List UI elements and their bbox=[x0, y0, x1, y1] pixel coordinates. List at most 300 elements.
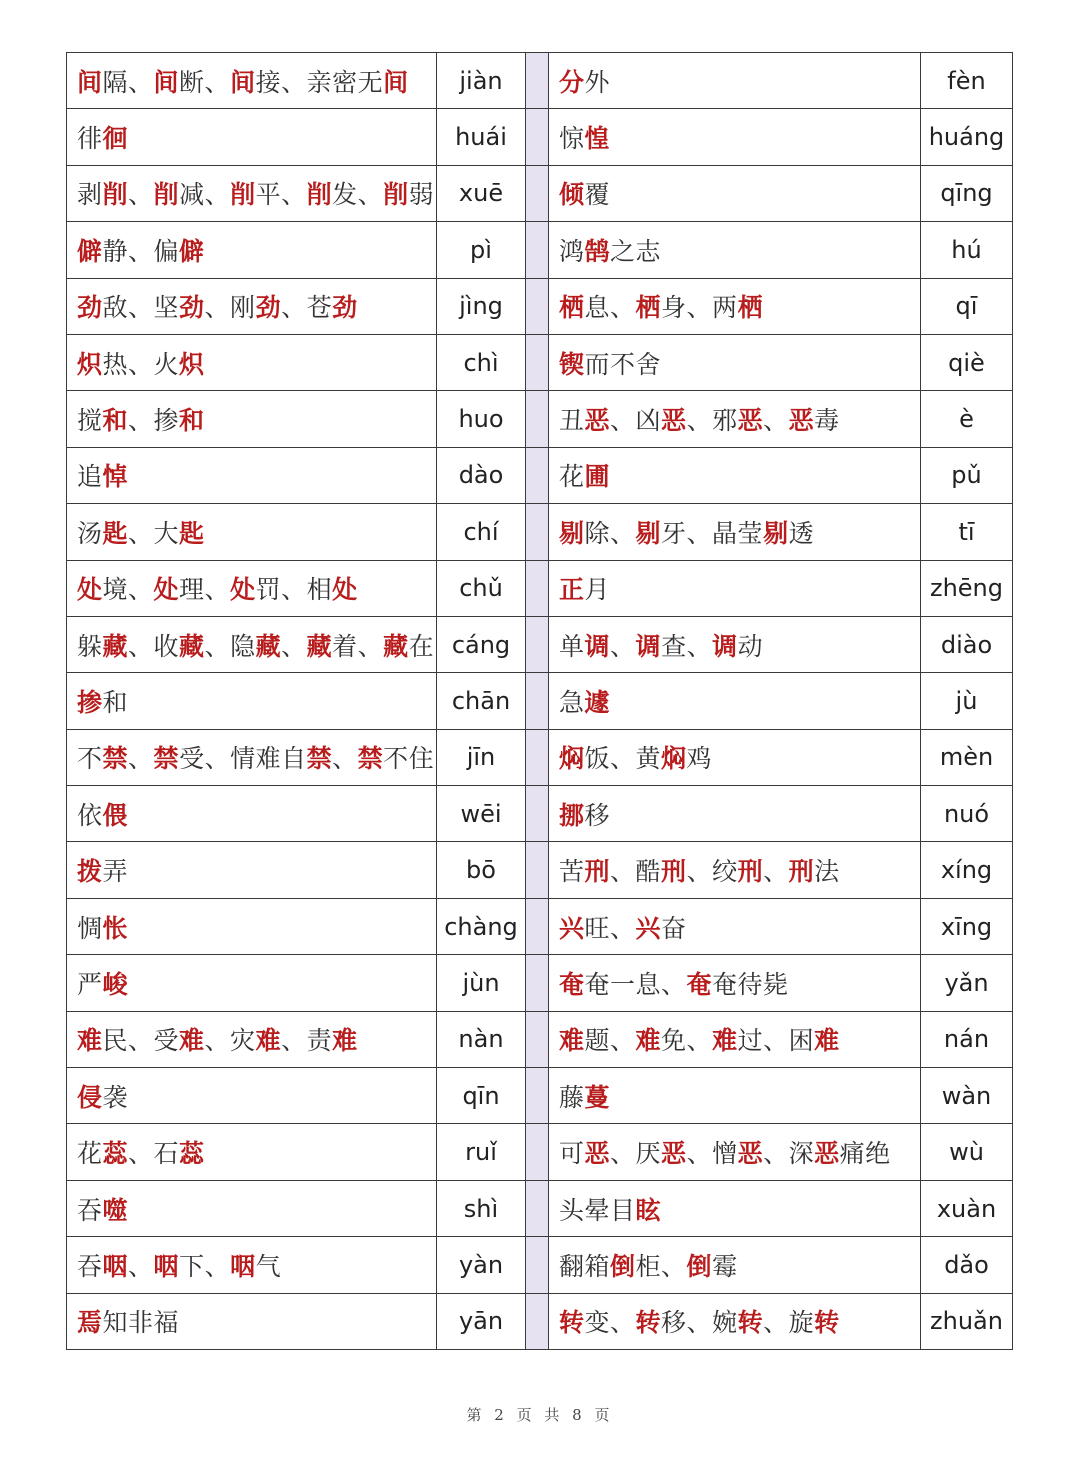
right-pinyin-cell: xuàn bbox=[921, 1180, 1013, 1236]
word-text: 查、 bbox=[661, 631, 713, 661]
highlighted-char: 恶 bbox=[788, 406, 815, 436]
highlighted-char: 刑 bbox=[584, 857, 611, 887]
left-word-cell bbox=[67, 1237, 437, 1293]
word-text: 苦 bbox=[559, 857, 585, 887]
highlighted-char: 焖 bbox=[661, 744, 687, 774]
word-text: 外 bbox=[584, 67, 611, 97]
right-pinyin-cell: mèn bbox=[921, 729, 1013, 785]
word-text: 热、火 bbox=[102, 349, 180, 379]
highlighted-char: 栖 bbox=[559, 293, 585, 323]
table-row bbox=[67, 898, 1013, 954]
highlighted-char: 鹄 bbox=[584, 236, 611, 266]
right-pinyin-cell: zhēng bbox=[921, 560, 1013, 616]
left-pinyin-cell: wēi bbox=[437, 786, 526, 842]
highlighted-char: 难 bbox=[255, 1026, 282, 1056]
word-text: 、邪 bbox=[686, 406, 738, 436]
highlighted-char: 倒 bbox=[686, 1251, 713, 1281]
word-text: 丑 bbox=[559, 406, 585, 436]
highlighted-char: 拨 bbox=[77, 857, 103, 887]
highlighted-char: 削 bbox=[153, 180, 180, 210]
right-word-cell bbox=[549, 786, 921, 842]
right-word-cell bbox=[549, 504, 921, 560]
right-pinyin-cell: xíng bbox=[921, 842, 1013, 898]
left-pinyin-cell: ruǐ bbox=[437, 1124, 526, 1180]
word-text: 不住 bbox=[383, 744, 435, 774]
highlighted-char: 掺 bbox=[77, 687, 103, 717]
word-text: 气 bbox=[255, 1251, 282, 1281]
right-pinyin-cell: tī bbox=[921, 504, 1013, 560]
table-row bbox=[67, 1293, 1013, 1349]
left-word-cell bbox=[67, 504, 437, 560]
highlighted-char: 蔓 bbox=[584, 1082, 611, 1112]
highlighted-char: 和 bbox=[179, 406, 205, 436]
right-word-cell bbox=[549, 222, 921, 278]
table-row bbox=[67, 334, 1013, 390]
highlighted-char: 匙 bbox=[179, 518, 205, 548]
table-row bbox=[67, 504, 1013, 560]
highlighted-char: 难 bbox=[332, 1026, 358, 1056]
word-text: 而不舍 bbox=[584, 349, 662, 379]
highlighted-char: 奄 bbox=[559, 969, 585, 999]
left-pinyin-cell: chǔ bbox=[437, 560, 526, 616]
left-pinyin-cell: shì bbox=[437, 1180, 526, 1236]
highlighted-char: 遽 bbox=[584, 687, 611, 717]
right-pinyin-cell: fèn bbox=[921, 53, 1013, 109]
right-pinyin-cell: huáng bbox=[921, 109, 1013, 165]
left-pinyin-cell: dào bbox=[437, 447, 526, 503]
left-pinyin-cell: huái bbox=[437, 109, 526, 165]
highlighted-char: 锲 bbox=[559, 349, 585, 379]
highlighted-char: 焖 bbox=[559, 744, 585, 774]
word-text: 、 bbox=[763, 857, 789, 887]
highlighted-char: 奄 bbox=[686, 969, 713, 999]
left-word-cell bbox=[67, 842, 437, 898]
highlighted-char: 剔 bbox=[763, 518, 789, 548]
column-divider bbox=[526, 616, 549, 672]
left-pinyin-cell: nàn bbox=[437, 1011, 526, 1067]
right-pinyin-cell: è bbox=[921, 391, 1013, 447]
right-word-cell bbox=[549, 616, 921, 672]
left-word-cell bbox=[67, 729, 437, 785]
left-word-cell bbox=[67, 560, 437, 616]
word-text: 法 bbox=[814, 857, 840, 887]
word-text: 境、 bbox=[102, 575, 154, 605]
highlighted-char: 劲 bbox=[179, 293, 205, 323]
right-pinyin-cell: jù bbox=[921, 673, 1013, 729]
word-text: 、掺 bbox=[128, 406, 180, 436]
word-text: 可 bbox=[559, 1139, 585, 1169]
highlighted-char: 调 bbox=[584, 631, 611, 661]
left-word-cell bbox=[67, 334, 437, 390]
highlighted-char: 难 bbox=[77, 1026, 103, 1056]
word-text: 、 bbox=[332, 744, 358, 774]
highlighted-char: 刑 bbox=[661, 857, 687, 887]
right-word-cell bbox=[549, 391, 921, 447]
highlighted-char: 眩 bbox=[635, 1195, 662, 1225]
word-text: 理、 bbox=[179, 575, 231, 605]
word-text: 隔、 bbox=[102, 67, 154, 97]
left-word-cell bbox=[67, 898, 437, 954]
column-divider bbox=[526, 1293, 549, 1349]
left-word-cell bbox=[67, 222, 437, 278]
word-text: 知非福 bbox=[102, 1308, 180, 1338]
left-pinyin-cell: jìng bbox=[437, 278, 526, 334]
highlighted-char: 劲 bbox=[77, 293, 103, 323]
word-text: 鸡 bbox=[686, 744, 713, 774]
word-text: 受、情难自 bbox=[179, 744, 307, 774]
highlighted-char: 劲 bbox=[332, 293, 358, 323]
column-divider bbox=[526, 560, 549, 616]
highlighted-char: 剔 bbox=[635, 518, 662, 548]
word-text: 依 bbox=[77, 800, 103, 830]
word-text: 、 bbox=[128, 180, 154, 210]
left-word-cell bbox=[67, 673, 437, 729]
table-row bbox=[67, 1180, 1013, 1236]
left-pinyin-cell: yàn bbox=[437, 1237, 526, 1293]
highlighted-char: 兴 bbox=[559, 913, 585, 943]
column-divider bbox=[526, 1180, 549, 1236]
word-text: 躲 bbox=[77, 631, 103, 661]
word-text: 霉 bbox=[712, 1251, 738, 1281]
highlighted-char: 难 bbox=[179, 1026, 205, 1056]
left-pinyin-cell: chì bbox=[437, 334, 526, 390]
word-text: 敌、坚 bbox=[102, 293, 180, 323]
highlighted-char: 分 bbox=[559, 67, 585, 97]
right-pinyin-cell: yǎn bbox=[921, 955, 1013, 1011]
word-text: 、 bbox=[610, 631, 636, 661]
word-text: 覆 bbox=[584, 180, 611, 210]
highlighted-char: 禁 bbox=[306, 744, 333, 774]
highlighted-char: 恶 bbox=[737, 406, 764, 436]
column-divider bbox=[526, 1011, 549, 1067]
highlighted-char: 难 bbox=[635, 1026, 662, 1056]
column-divider bbox=[526, 504, 549, 560]
highlighted-char: 转 bbox=[737, 1308, 764, 1338]
left-pinyin-cell: yān bbox=[437, 1293, 526, 1349]
word-text: 毒 bbox=[814, 406, 840, 436]
word-text: 、深 bbox=[763, 1139, 815, 1169]
column-divider bbox=[526, 842, 549, 898]
highlighted-char: 栖 bbox=[737, 293, 764, 323]
word-text: 饭、黄 bbox=[584, 744, 662, 774]
word-text: 、石 bbox=[128, 1139, 180, 1169]
word-text: 、 bbox=[128, 744, 154, 774]
word-text: 奄一息、 bbox=[584, 969, 687, 999]
highlighted-char: 炽 bbox=[77, 349, 103, 379]
word-text: 惊 bbox=[559, 124, 585, 154]
column-divider bbox=[526, 673, 549, 729]
left-pinyin-cell: xuē bbox=[437, 165, 526, 221]
highlighted-char: 间 bbox=[77, 67, 103, 97]
left-word-cell bbox=[67, 616, 437, 672]
right-word-cell bbox=[549, 1180, 921, 1236]
word-text: 、绞 bbox=[686, 857, 738, 887]
word-text: 奄待毙 bbox=[712, 969, 789, 999]
table-row bbox=[67, 729, 1013, 785]
table-row bbox=[67, 560, 1013, 616]
highlighted-char: 倒 bbox=[610, 1251, 636, 1281]
word-text: 移 bbox=[584, 800, 611, 830]
word-text: 发、 bbox=[332, 180, 384, 210]
word-text: 袭 bbox=[102, 1082, 129, 1112]
highlighted-char: 咽 bbox=[102, 1251, 129, 1281]
right-pinyin-cell: wàn bbox=[921, 1068, 1013, 1124]
right-pinyin-cell: hú bbox=[921, 222, 1013, 278]
highlighted-char: 蕊 bbox=[179, 1139, 205, 1169]
highlighted-char: 恶 bbox=[814, 1139, 840, 1169]
word-text: 着、 bbox=[332, 631, 384, 661]
highlighted-char: 藏 bbox=[255, 631, 282, 661]
word-text: 花 bbox=[77, 1139, 103, 1169]
left-word-cell bbox=[67, 447, 437, 503]
column-divider bbox=[526, 955, 549, 1011]
right-pinyin-cell: nán bbox=[921, 1011, 1013, 1067]
word-text: 、灾 bbox=[204, 1026, 256, 1056]
word-text: 、 bbox=[281, 631, 307, 661]
word-text: 吞 bbox=[77, 1195, 103, 1225]
highlighted-char: 间 bbox=[383, 67, 409, 97]
highlighted-char: 噬 bbox=[102, 1195, 129, 1225]
highlighted-char: 恶 bbox=[661, 1139, 687, 1169]
word-text: 、 bbox=[128, 1251, 154, 1281]
word-text: 、大 bbox=[128, 518, 180, 548]
column-divider bbox=[526, 729, 549, 785]
word-text: 、酷 bbox=[610, 857, 662, 887]
left-pinyin-cell: huo bbox=[437, 391, 526, 447]
highlighted-char: 难 bbox=[712, 1026, 738, 1056]
highlighted-char: 侵 bbox=[77, 1082, 103, 1112]
column-divider bbox=[526, 1237, 549, 1293]
word-text: 、凶 bbox=[610, 406, 662, 436]
word-text: 题、 bbox=[584, 1026, 636, 1056]
word-text: 搅 bbox=[77, 406, 103, 436]
word-text: 月 bbox=[584, 575, 611, 605]
highlighted-char: 藏 bbox=[306, 631, 333, 661]
table-row bbox=[67, 53, 1013, 109]
word-text: 痛绝 bbox=[839, 1139, 891, 1169]
right-word-cell bbox=[549, 729, 921, 785]
highlighted-char: 禁 bbox=[102, 744, 129, 774]
right-pinyin-cell: nuó bbox=[921, 786, 1013, 842]
left-pinyin-cell: jīn bbox=[437, 729, 526, 785]
highlighted-char: 处 bbox=[230, 575, 256, 605]
left-word-cell bbox=[67, 786, 437, 842]
right-word-cell bbox=[549, 53, 921, 109]
highlighted-char: 藏 bbox=[179, 631, 205, 661]
highlighted-char: 处 bbox=[77, 575, 103, 605]
highlighted-char: 炽 bbox=[179, 349, 205, 379]
word-text: 柜、 bbox=[635, 1251, 687, 1281]
column-divider bbox=[526, 1068, 549, 1124]
highlighted-char: 调 bbox=[635, 631, 662, 661]
highlighted-char: 悼 bbox=[102, 462, 129, 492]
highlighted-char: 恶 bbox=[584, 1139, 611, 1169]
table-row bbox=[67, 616, 1013, 672]
highlighted-char: 恶 bbox=[584, 406, 611, 436]
vocab-table-body bbox=[67, 53, 1013, 1350]
highlighted-char: 藏 bbox=[102, 631, 129, 661]
table-row bbox=[67, 1124, 1013, 1180]
right-pinyin-cell: xīng bbox=[921, 898, 1013, 954]
highlighted-char: 转 bbox=[814, 1308, 840, 1338]
word-text: 移、婉 bbox=[661, 1308, 738, 1338]
highlighted-char: 间 bbox=[153, 67, 180, 97]
highlighted-char: 恶 bbox=[737, 1139, 764, 1169]
word-text: 罚、相 bbox=[255, 575, 333, 605]
highlighted-char: 转 bbox=[559, 1308, 585, 1338]
word-text: 减、 bbox=[179, 180, 231, 210]
highlighted-char: 削 bbox=[383, 180, 409, 210]
word-text: 急 bbox=[559, 687, 585, 717]
right-word-cell bbox=[549, 278, 921, 334]
word-text: 、 bbox=[763, 406, 789, 436]
left-pinyin-cell: pì bbox=[437, 222, 526, 278]
highlighted-char: 怅 bbox=[102, 913, 129, 943]
left-pinyin-cell: chān bbox=[437, 673, 526, 729]
word-text: 弱 bbox=[408, 180, 435, 210]
left-pinyin-cell: cáng bbox=[437, 616, 526, 672]
word-text: 藤 bbox=[559, 1082, 585, 1112]
highlighted-char: 蕊 bbox=[102, 1139, 129, 1169]
left-pinyin-cell: jùn bbox=[437, 955, 526, 1011]
left-word-cell bbox=[67, 109, 437, 165]
right-word-cell bbox=[549, 955, 921, 1011]
table-row bbox=[67, 447, 1013, 503]
word-text: 变、 bbox=[584, 1308, 636, 1338]
left-pinyin-cell: jiàn bbox=[437, 53, 526, 109]
left-word-cell bbox=[67, 1011, 437, 1067]
left-pinyin-cell: qīn bbox=[437, 1068, 526, 1124]
word-text: 透 bbox=[788, 518, 815, 548]
left-word-cell bbox=[67, 165, 437, 221]
word-text: 翻箱 bbox=[559, 1251, 611, 1281]
right-word-cell bbox=[549, 898, 921, 954]
column-divider bbox=[526, 109, 549, 165]
word-text: 头晕目 bbox=[559, 1195, 636, 1225]
highlighted-char: 僻 bbox=[179, 236, 205, 266]
column-divider bbox=[526, 391, 549, 447]
word-text: 、憎 bbox=[686, 1139, 738, 1169]
word-text: 吞 bbox=[77, 1251, 103, 1281]
right-word-cell bbox=[549, 1124, 921, 1180]
table-row bbox=[67, 786, 1013, 842]
right-pinyin-cell: qiè bbox=[921, 334, 1013, 390]
word-text: 、厌 bbox=[610, 1139, 662, 1169]
highlighted-char: 焉 bbox=[77, 1308, 103, 1338]
highlighted-char: 处 bbox=[153, 575, 180, 605]
highlighted-char: 匙 bbox=[102, 518, 129, 548]
highlighted-char: 难 bbox=[814, 1026, 840, 1056]
word-text: 鸿 bbox=[559, 236, 585, 266]
right-word-cell bbox=[549, 560, 921, 616]
highlighted-char: 处 bbox=[332, 575, 358, 605]
highlighted-char: 倾 bbox=[559, 180, 585, 210]
word-text: 徘 bbox=[77, 124, 103, 154]
highlighted-char: 兴 bbox=[635, 913, 662, 943]
word-text: 花 bbox=[559, 462, 585, 492]
highlighted-char: 挪 bbox=[559, 800, 585, 830]
column-divider bbox=[526, 898, 549, 954]
word-text: 、收 bbox=[128, 631, 180, 661]
highlighted-char: 调 bbox=[712, 631, 738, 661]
word-text: 之志 bbox=[610, 236, 662, 266]
word-text: 剥 bbox=[77, 180, 103, 210]
vocab-table bbox=[66, 52, 1013, 1350]
page-footer: 第 2 页 共 8 页 bbox=[466, 1406, 614, 1424]
left-word-cell bbox=[67, 1180, 437, 1236]
word-text: 身、两 bbox=[661, 293, 738, 323]
word-text: 、苍 bbox=[281, 293, 333, 323]
column-divider bbox=[526, 278, 549, 334]
right-pinyin-cell: qī bbox=[921, 278, 1013, 334]
highlighted-char: 间 bbox=[230, 67, 256, 97]
word-text: 息、 bbox=[584, 293, 636, 323]
word-text: 汤 bbox=[77, 518, 103, 548]
highlighted-char: 难 bbox=[559, 1026, 585, 1056]
right-pinyin-cell: pǔ bbox=[921, 447, 1013, 503]
highlighted-char: 栖 bbox=[635, 293, 662, 323]
right-word-cell bbox=[549, 334, 921, 390]
right-word-cell bbox=[549, 1011, 921, 1067]
highlighted-char: 刑 bbox=[737, 857, 764, 887]
highlighted-char: 削 bbox=[230, 180, 256, 210]
right-pinyin-cell: dǎo bbox=[921, 1237, 1013, 1293]
left-word-cell bbox=[67, 391, 437, 447]
word-text: 单 bbox=[559, 631, 585, 661]
word-text: 、刚 bbox=[204, 293, 256, 323]
column-divider bbox=[526, 334, 549, 390]
word-text: 断、 bbox=[179, 67, 231, 97]
right-pinyin-cell: qīng bbox=[921, 165, 1013, 221]
highlighted-char: 僻 bbox=[77, 236, 103, 266]
highlighted-char: 削 bbox=[306, 180, 333, 210]
table-row bbox=[67, 391, 1013, 447]
left-word-cell bbox=[67, 1124, 437, 1180]
left-word-cell bbox=[67, 955, 437, 1011]
word-text: 免、 bbox=[661, 1026, 713, 1056]
table-row bbox=[67, 278, 1013, 334]
column-divider bbox=[526, 447, 549, 503]
word-text: 下、 bbox=[179, 1251, 231, 1281]
highlighted-char: 惶 bbox=[584, 124, 611, 154]
word-text: 静、偏 bbox=[102, 236, 180, 266]
right-word-cell bbox=[549, 447, 921, 503]
table-row bbox=[67, 1237, 1013, 1293]
right-word-cell bbox=[549, 109, 921, 165]
highlighted-char: 藏 bbox=[383, 631, 409, 661]
left-word-cell bbox=[67, 53, 437, 109]
word-text: 在 bbox=[408, 631, 435, 661]
left-word-cell bbox=[67, 1068, 437, 1124]
word-text: 、责 bbox=[281, 1026, 333, 1056]
highlighted-char: 圃 bbox=[584, 462, 611, 492]
word-text: 、旋 bbox=[763, 1308, 815, 1338]
highlighted-char: 恶 bbox=[661, 406, 687, 436]
highlighted-char: 咽 bbox=[153, 1251, 180, 1281]
right-word-cell bbox=[549, 842, 921, 898]
word-text: 惆 bbox=[77, 913, 103, 943]
left-pinyin-cell: chí bbox=[437, 504, 526, 560]
column-divider bbox=[526, 165, 549, 221]
highlighted-char: 峻 bbox=[102, 969, 129, 999]
left-word-cell bbox=[67, 278, 437, 334]
highlighted-char: 禁 bbox=[357, 744, 384, 774]
column-divider bbox=[526, 1124, 549, 1180]
table-row bbox=[67, 673, 1013, 729]
right-pinyin-cell: wù bbox=[921, 1124, 1013, 1180]
highlighted-char: 徊 bbox=[102, 124, 129, 154]
left-pinyin-cell: chàng bbox=[437, 898, 526, 954]
